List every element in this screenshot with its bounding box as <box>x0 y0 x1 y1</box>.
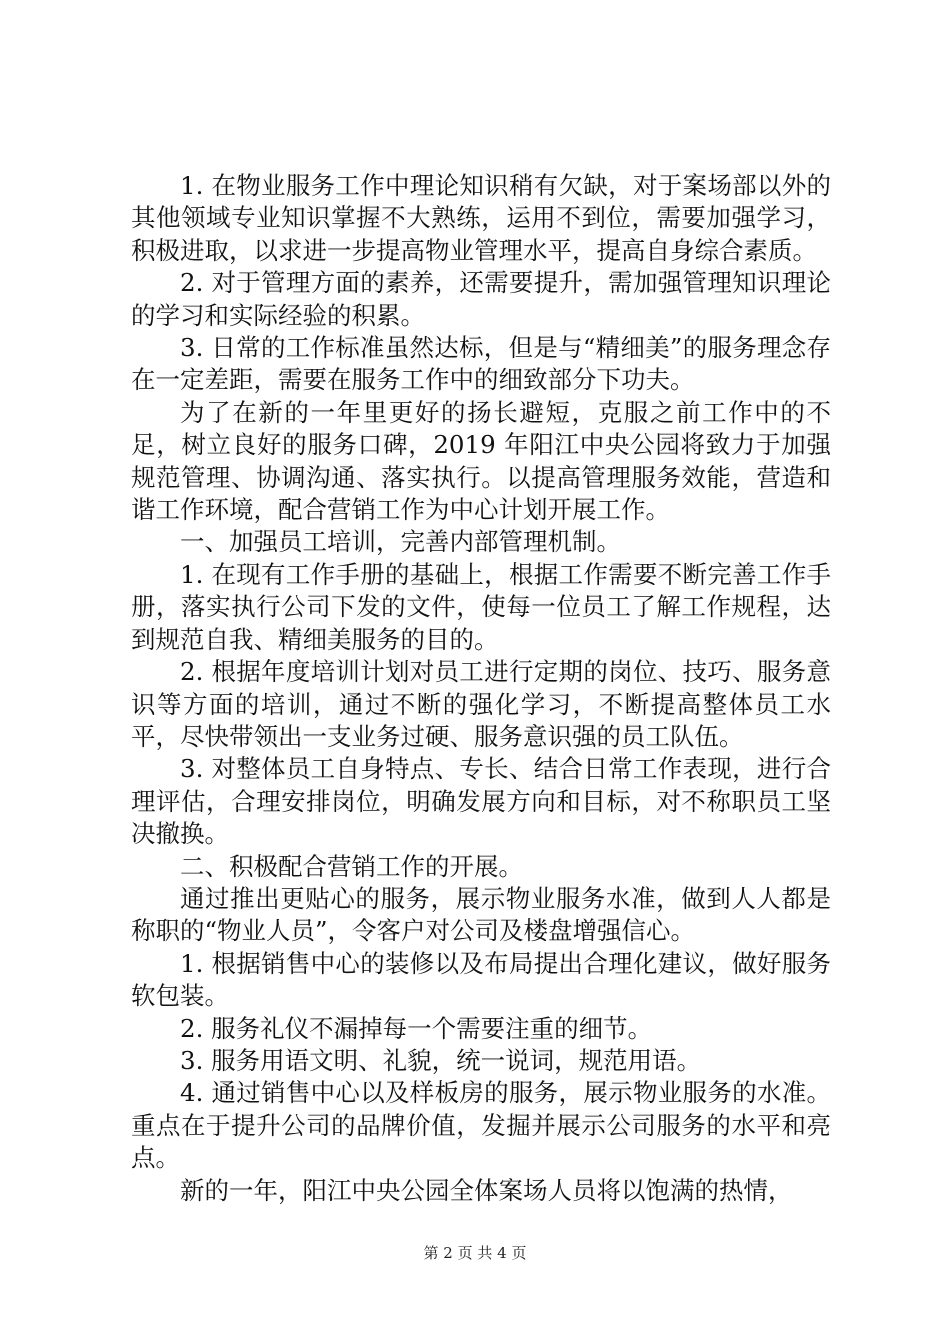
paragraph: 1. 根据销售中心的装修以及布局提出合理化建议，做好服务软包装。 <box>131 948 831 1011</box>
paragraph: 1. 在现有工作手册的基础上，根据工作需要不断完善工作手册，落实执行公司下发的文件，使每一位员工了解工作规程，达到规范自我、精细美服务的目的。 <box>131 559 831 654</box>
paragraph: 通过推出更贴心的服务，展示物业服务水准，做到人人都是称职的“物业人员”，令客户对公司及楼盘增强信心。 <box>131 883 831 946</box>
paragraph: 1. 在物业服务工作中理论知识稍有欠缺，对于案场部以外的其他领域专业知识掌握不大熟练，运用不到位，需要加强学习，积极进取，以求进一步提高物业管理水平，提高自身综合素质。 <box>131 171 831 265</box>
paragraph: 3. 日常的工作标准虽然达标，但是与“精细美”的服务理念存在一定差距，需要在服务工作中的细致部分下功夫。 <box>131 333 831 395</box>
paragraph: 2. 对于管理方面的素养，还需要提升，需加强管理知识理论的学习和实际经验的积累。 <box>131 268 831 330</box>
paragraph: 4. 通过销售中心以及样板房的服务，展示物业服务的水准。重点在于提升公司的品牌价值，发掘并展示公司服务的水平和亮点。 <box>131 1078 831 1173</box>
page-number: 第 2 页 共 4 页 <box>423 1244 527 1262</box>
paragraph: 3. 对整体员工自身特点、专长、结合日常工作表现，进行合理评估，合理安排岗位，明确发展方向和目标，对不称职员工坚决撤换。 <box>131 754 831 849</box>
document-body <box>131 170 831 1207</box>
section-heading: 二、积极配合营销工作的开展。 <box>180 851 523 881</box>
paragraph: 3. 服务用语文明、礼貌，统一说词，规范用语。 <box>180 1045 702 1075</box>
paragraph: 2. 根据年度培训计划对员工进行定期的岗位、技巧、服务意识等方面的培训，通过不断的强化学习，不断提高整体员工水平，尽快带领出一支业务过硬、服务意识强的员工队伍。 <box>131 657 831 751</box>
paragraph: 2. 服务礼仪不漏掉每一个需要注重的细节。 <box>180 1013 653 1043</box>
paragraph: 为了在新的一年里更好的扬长避短，克服之前工作中的不足，树立良好的服务口碑，2019 年阳江中央公园将致力于加强规范管理、协调沟通、落实执行。以提高管理服务效能，营造和谐工作环境，配合营销工作为中心计划开展工作。 <box>131 397 831 525</box>
paragraph: 新的一年，阳江中央公园全体案场人员将以饱满的热情， <box>180 1175 793 1205</box>
page-footer <box>0 1243 950 1263</box>
section-heading: 一、加强员工培训，完善内部管理机制。 <box>180 527 621 557</box>
